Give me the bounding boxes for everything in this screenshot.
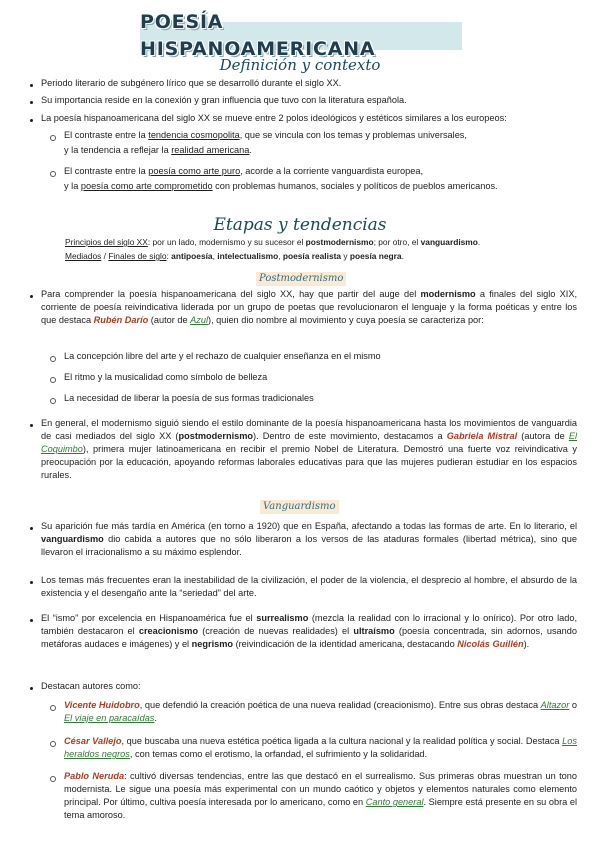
subsection-postmodernismo: Postmodernismo bbox=[256, 272, 346, 286]
vanguardismo-paragraph-1: Su aparición fue más tardía en América (en torno a 1920) que en España, afectando a todas las formas de arte. En lo literario, el vanguardismo dio cabida a autores que no sólo liberaron a los versos de las ataduras formales (libertad métrica), sino que llevaron el irracionalismo a su máximo esplendor. bbox=[41, 521, 577, 558]
subsection-vanguardismo: Vanguardismo bbox=[260, 500, 339, 514]
postmodernismo-paragraph-1: Para comprender la poesía hispanoamericana del siglo XX, hay que partir del auge del modernismo a finales del siglo XIX, corriente de poesía reivindicativa liderada por un grupo de poetas que revolucionaron el lenguaje y la forma poéticas y entre los que destaca Rubén Darío (autor de Azul), quien dio nombre al movimiento y cuya poesía se caracteriza por: bbox=[41, 289, 578, 326]
autor-huidobro: Vicente Huidobro, que defendió la creación poética de una nueva realidad (creacionismo). Entre sus obras destaca Altazor o El viaje en paracaídas. bbox=[64, 700, 577, 724]
circle-bullet-icon bbox=[50, 398, 56, 404]
bullet-icon bbox=[30, 295, 33, 298]
title-banner bbox=[140, 11, 462, 60]
circle-bullet-icon bbox=[50, 377, 56, 383]
contraste-1-line-2: y la tendencia a reflejar la realidad americana. bbox=[64, 145, 252, 155]
definicion-item-1: Periodo literario de subgénero lírico que se desarrolló durante el siglo XX. bbox=[41, 78, 342, 88]
caracteristica-3: La necesidad de liberar la poesía de sus formas tradicionales bbox=[64, 393, 314, 403]
vanguardismo-paragraph-2: Los temas más frecuentes eran la inestabilidad de la civilización, el poder de la violencia, el desprecio al hombre, el absurdo de la existencia y el desengaño ante la “seriedad” del arte. bbox=[41, 575, 577, 599]
bullet-icon bbox=[30, 619, 33, 622]
bullet-icon bbox=[30, 581, 33, 584]
page-title: POESÍA HISPANOAMERICANA bbox=[140, 11, 376, 60]
section-title-definicion: Definición y contexto bbox=[219, 56, 381, 74]
autor-neruda: Pablo Neruda: cultivó diversas tendencias, entre las que destacó en el surrealismo. Sus primeras obras muestran un tono modernista. Le sigue una poesía más experimental con un mundo caótico y objetos y elementos naturales como elemento principal. Por último, cultiva poesía interesada por lo americano, como en Canto general. Siempre está presente en su obra el tema amoroso. bbox=[64, 771, 577, 821]
bullet-icon bbox=[30, 424, 33, 427]
bullet-icon bbox=[30, 84, 33, 87]
autores-intro: Destacan autores como: bbox=[41, 681, 141, 691]
circle-bullet-icon bbox=[50, 741, 56, 747]
definicion-item-3: La poesía hispanoamericana del siglo XX se mueve entre 2 polos ideológicos y estéticos similares a los europeos: bbox=[41, 113, 507, 123]
circle-bullet-icon bbox=[50, 356, 56, 362]
circle-bullet-icon bbox=[50, 135, 56, 141]
contraste-1-line-1: El contraste entre la tendencia cosmopolita, que se vincula con los temas y problemas universales, bbox=[64, 130, 467, 140]
contraste-2-line-1: El contraste entre la poesía como arte puro, acorde a la corriente vanguardista europea, bbox=[64, 166, 424, 176]
autor-vallejo: César Vallejo, que buscaba una nueva estética poética ligada a la cultura nacional y la realidad política y social. Destaca Los heraldos negros, con temas como el erotismo, la orfandad, el sufrimiento y la solidaridad. bbox=[64, 736, 577, 760]
caracteristica-1: La concepción libre del arte y el rechazo de cualquier enseñanza en el mismo bbox=[64, 351, 381, 361]
definicion-item-2: Su importancia reside en la conexión y gran influencia que tuvo con la literatura española. bbox=[41, 95, 407, 105]
bullet-icon bbox=[30, 687, 33, 690]
circle-bullet-icon bbox=[50, 171, 56, 177]
postmodernismo-paragraph-2: En general, el modernismo siguió siendo el estilo dominante de la poesía hispanoamericana hasta los movimientos de vanguardia de casi mediados del siglo XX (postmodernismo). Dentro de este movimiento, destacamos a Gabriela Mistral (autora de El Coquimbo), primera mujer latinoamericana en recibir el premio Nobel de Literatura. Demostró una fuerte voz reivindicativa y preocupación por la educación, apoyando reformas laborales educativas para que las mujeres pudieran estudiar en los espacios rurales. bbox=[41, 418, 577, 481]
circle-bullet-icon bbox=[50, 776, 56, 782]
bullet-icon bbox=[30, 119, 33, 122]
vanguardismo-paragraph-3: El “ismo” por excelencia en Hispanoamérica fue el surrealismo (mezcla la realidad con lo irracional y lo onírico). Por otro lado, también destacaron el creacionismo (creación de nuevas realidades) el ultraísmo (poesía concentrada, sin adornos, usando metáforas audaces e imágenes) y el negrismo (reivindicación de la identidad americana, destacando Nicolás Guillén). bbox=[41, 613, 578, 650]
circle-bullet-icon bbox=[50, 705, 56, 711]
caracteristica-2: El ritmo y la musicalidad como símbolo de belleza bbox=[64, 372, 268, 382]
bullet-icon bbox=[30, 101, 33, 104]
contraste-2-line-2: y la poesía como arte comprometido con problemas humanos, sociales y políticos de pueblos americanos. bbox=[64, 181, 498, 191]
bullet-icon bbox=[30, 527, 33, 530]
section-title-etapas: Etapas y tendencias bbox=[213, 215, 387, 235]
periodos-line-1: Principios del siglo XX: por un lado, modernismo y su sucesor el postmodernismo; por otro, el vanguardismo. bbox=[65, 237, 481, 247]
periodos-line-2: Mediados / Finales de siglo: antipoesía, intelectualismo, poesía realista y poesía negra. bbox=[65, 251, 404, 261]
